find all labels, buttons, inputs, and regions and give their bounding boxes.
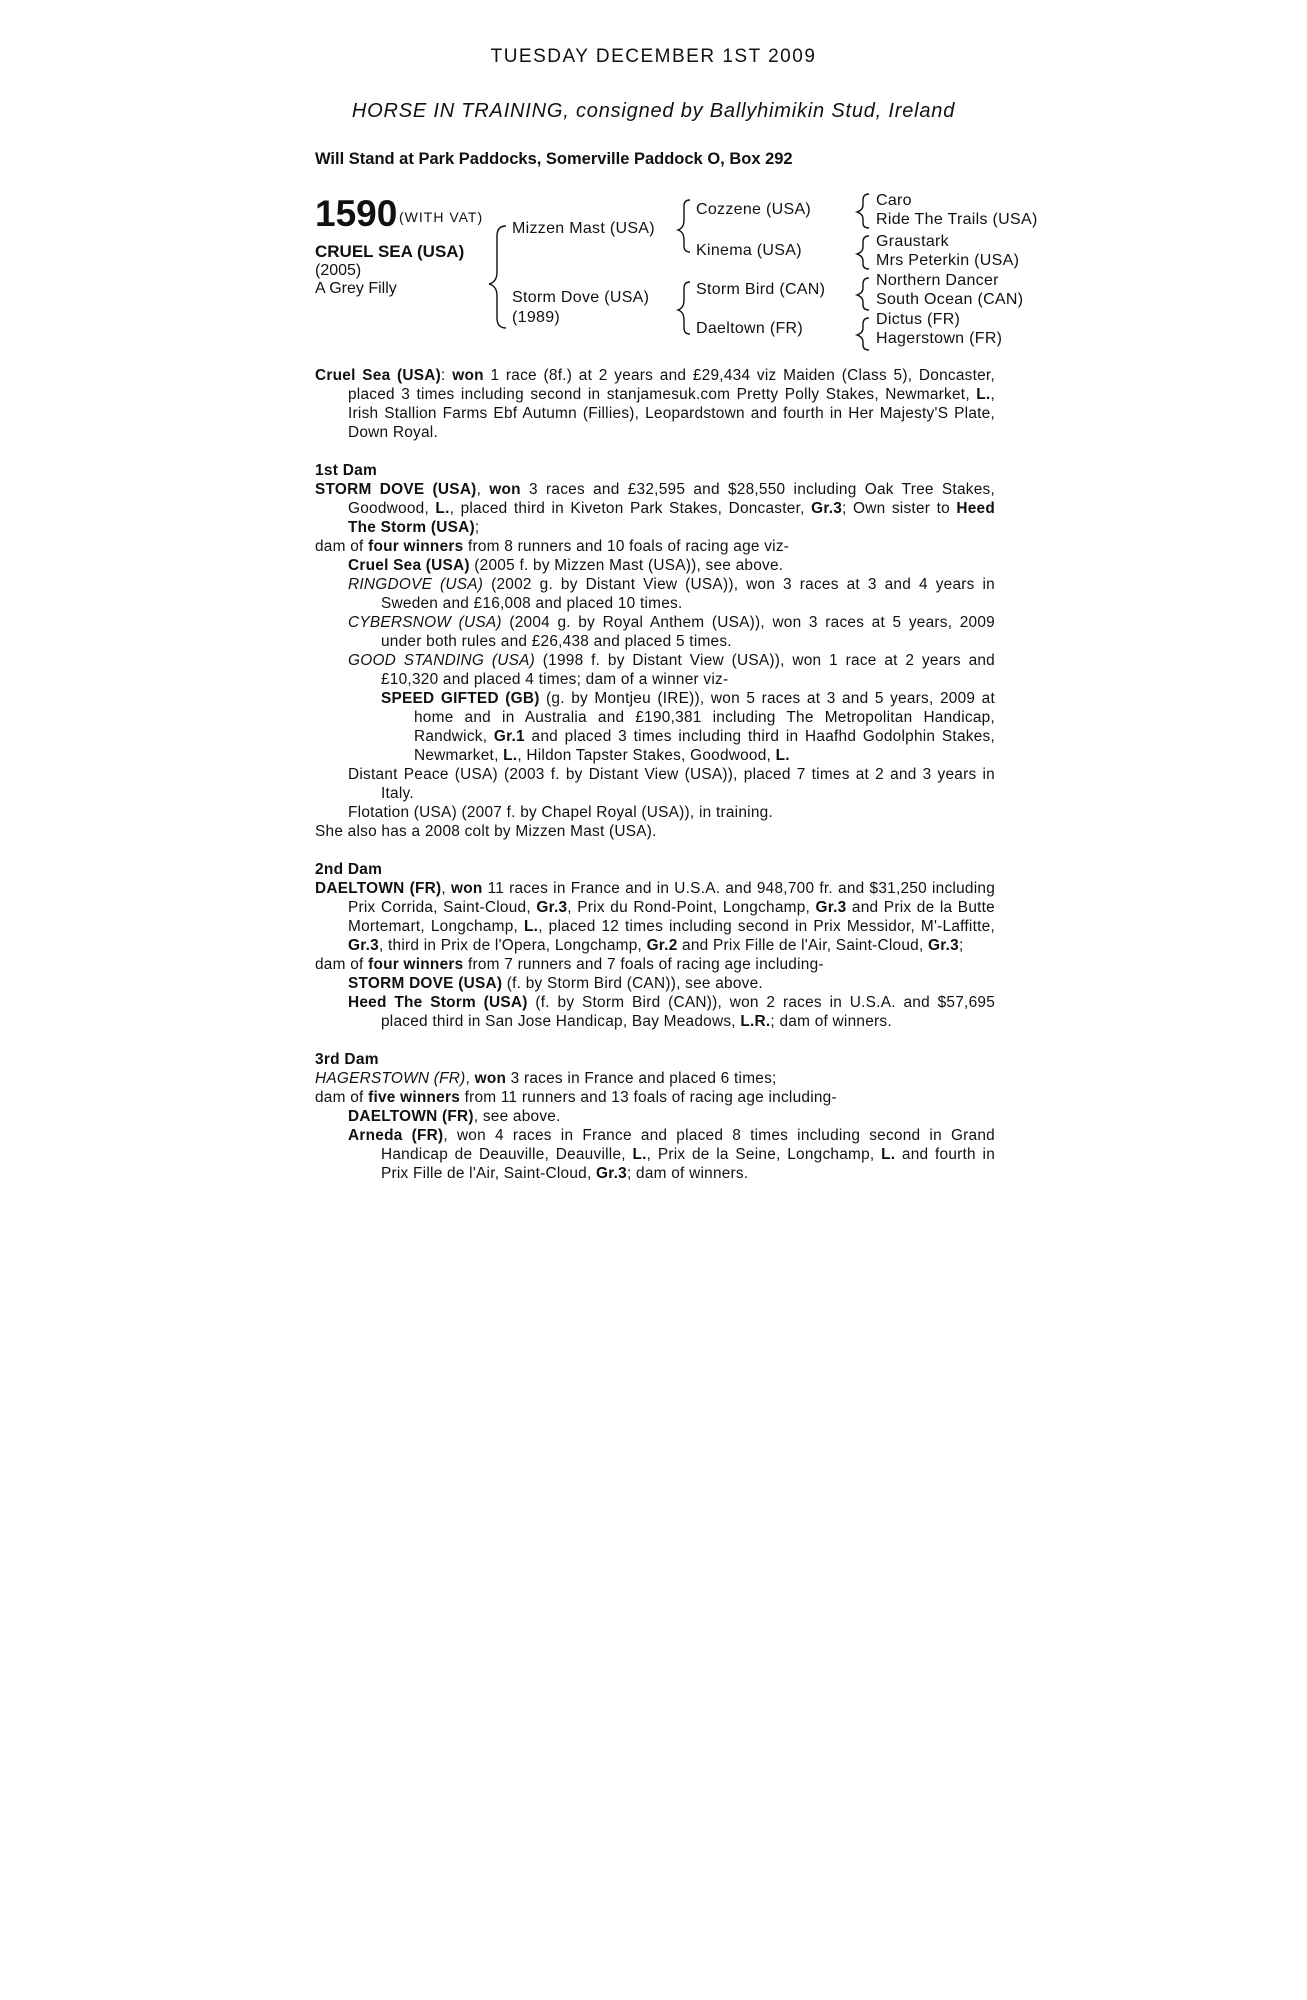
pedigree-dam: Storm Dove (USA) — [512, 289, 650, 306]
record-horse-name: Cruel Sea (USA) — [315, 367, 442, 384]
pedigree-dam-year: (1989) — [512, 309, 561, 326]
produce-entry: Heed The Storm (USA) (f. by Storm Bird (CAN)), won 2 races in U.S.A. and $57,695 placed third in San Jose Handicap, Bay Meadows, L.R.; dam of winners. — [348, 994, 996, 1030]
produce-entry: Arneda (FR), won 4 races in France and placed 8 times including second in Grand Handicap de Deauville, Deauville, L., Prix de la Seine, Longchamp, L. and fourth in Prix Fille de l'Air, Saint-Cloud, Gr.3; dam of winners. — [348, 1127, 996, 1182]
produce-entry: RINGDOVE (USA) (2002 g. by Distant View (USA)), won 3 races at 3 and 4 years in Sweden and £16,008 and placed 10 times. — [348, 576, 995, 612]
second-dam-produce-summary: dam of four winners from 7 runners and 7 foals of racing age including- — [315, 956, 824, 973]
produce-entry: STORM DOVE (USA) (f. by Storm Bird (CAN)), see above. — [348, 975, 763, 992]
pedigree-g3: Graustark — [876, 233, 949, 250]
first-dam-name: STORM DOVE (USA) — [315, 481, 477, 498]
produce-note: She also has a 2008 colt by Mizzen Mast (USA). — [315, 823, 657, 840]
consignment-line: HORSE IN TRAINING, consigned by Ballyhimikin Stud, Ireland — [351, 100, 956, 122]
pedigree-sire: Mizzen Mast (USA) — [512, 220, 655, 237]
first-dam-produce-summary: dam of four winners from 8 runners and 10 foals of racing age viz- — [315, 538, 790, 555]
second-dam-record: DAELTOWN (FR), won 11 races in France and in U.S.A. and 948,700 fr. and $31,250 including Prix Corrida, Saint-Cloud, Gr.3, Prix du Rond-Point, Longchamp, Gr.3 and Prix de la Butte Mortemart, Longchamp, L., placed 12 times including second in Prix Messidor, M'-Laffitte, Gr.3, third in Prix de l'Opera, Longchamp, Gr.2 and Prix Fille de l'Air, Saint-Cloud, Gr.3; — [315, 880, 996, 954]
bracket-sire — [678, 200, 690, 252]
first-dam-record: STORM DOVE (USA), won 3 races and £32,595 and $28,550 including Oak Tree Stakes, Goodwood, L., placed third in Kiveton Park Stakes, Doncaster, Gr.3; Own sister to Heed The Storm (USA); — [315, 481, 995, 536]
pedigree-g5: Northern Dancer — [876, 272, 999, 289]
produce-entry: GOOD STANDING (USA) (1998 f. by Distant View (USA)), won 1 race at 2 years and £10,320 and placed 4 times; dam of a winner viz- — [348, 652, 995, 688]
pedigree-dam-sire: Storm Bird (CAN) — [696, 281, 826, 298]
third-dam-record: HAGERSTOWN (FR), won 3 races in France and placed 6 times; — [315, 1070, 777, 1087]
catalogue-body — [315, 366, 995, 1183]
pedigree-g8: Hagerstown (FR) — [876, 330, 1003, 347]
horse-name: CRUEL SEA (USA) — [315, 242, 465, 261]
produce-entry: CYBERSNOW (USA) (2004 g. by Royal Anthem (USA)), won 3 races at 5 years, 2009 under both rules and £26,438 and placed 5 times. — [348, 614, 995, 650]
race-record: Cruel Sea (USA): won 1 race (8f.) at 2 years and £29,434 viz Maiden (Class 5), Doncaster, placed 3 times including second in stanjamesuk.com Pretty Polly Stakes, Newmarket, L., Irish Stallion Farms Ebf Autumn (Fillies), Leopardstown and fourth in Her Majesty'S Plate, Down Royal. — [315, 367, 995, 441]
third-dam-produce-summary: dam of five winners from 11 runners and 13 foals of racing age including- — [315, 1089, 837, 1106]
pedigree-g7: Dictus (FR) — [876, 311, 961, 328]
lot-number: 1590 — [315, 193, 398, 234]
bracket-g1 — [857, 194, 869, 228]
third-dam-name: HAGERSTOWN (FR) — [315, 1070, 466, 1087]
location-line: Will Stand at Park Paddocks, Somerville Paddock O, Box 292 — [315, 150, 793, 168]
first-dam-heading: 1st Dam — [315, 462, 378, 479]
bracket-parents — [489, 226, 506, 328]
third-dam-heading: 3rd Dam — [315, 1051, 379, 1068]
pedigree-sire-dam: Kinema (USA) — [696, 242, 802, 259]
horse-description: A Grey Filly — [315, 280, 397, 297]
pedigree-g4: Mrs Peterkin (USA) — [876, 252, 1020, 269]
pedigree-g1: Caro — [876, 192, 912, 209]
produce-entry: Distant Peace (USA) (2003 f. by Distant View (USA)), placed 7 times at 2 and 3 years in Italy. — [348, 766, 995, 802]
grand-produce-entry: SPEED GIFTED (GB) (g. by Montjeu (IRE)), won 5 races at 3 and 5 years, 2009 at home and in Australia and £190,381 including The Metropolitan Handicap, Randwick, Gr.1 and placed 3 times including third in Haafhd Godolphin Stakes, Newmarket, L., Hildon Tapster Stakes, Goodwood, L. — [381, 690, 995, 764]
pedigree-sire-sire: Cozzene (USA) — [696, 201, 812, 218]
bracket-dam — [678, 282, 690, 334]
pedigree-dam-dam: Daeltown (FR) — [696, 320, 804, 337]
bracket-g2 — [857, 236, 869, 269]
bracket-g4 — [857, 318, 869, 350]
horse-year: (2005) — [315, 262, 362, 279]
bracket-g3 — [857, 278, 869, 310]
pedigree-g6: South Ocean (CAN) — [876, 291, 1024, 308]
produce-entry: DAELTOWN (FR), see above. — [348, 1108, 561, 1125]
sale-date: TUESDAY DECEMBER 1ST 2009 — [490, 46, 817, 67]
produce-entry: Cruel Sea (USA) (2005 f. by Mizzen Mast (USA)), see above. — [348, 557, 784, 574]
produce-entry: Flotation (USA) (2007 f. by Chapel Royal (USA)), in training. — [348, 804, 773, 821]
pedigree-g2: Ride The Trails (USA) — [876, 211, 1038, 228]
vat-note: (WITH VAT) — [399, 209, 484, 225]
second-dam-name: DAELTOWN (FR) — [315, 880, 442, 897]
second-dam-heading: 2nd Dam — [315, 861, 383, 878]
